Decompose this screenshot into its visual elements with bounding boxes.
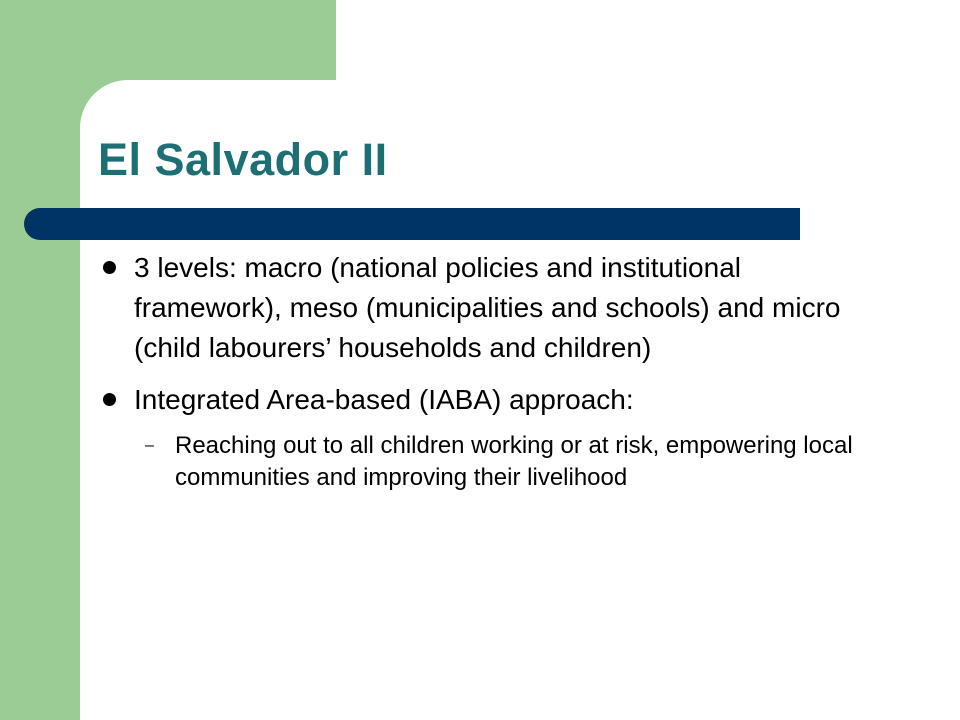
bullet-item	[100, 380, 880, 420]
bullet-text: Integrated Area-based (IABA) approach:	[134, 384, 634, 415]
dash-marker-icon: –	[145, 437, 154, 454]
bullet-item	[100, 248, 880, 368]
bullet-dot-icon	[103, 393, 116, 406]
sub-bullet-item	[145, 430, 880, 494]
slide-title: El Salvador II	[98, 134, 388, 185]
title-underline-bar	[24, 208, 800, 240]
bullet-dot-icon	[103, 261, 116, 274]
bullet-text: 3 levels: macro (national policies and institutional framework), meso (municipalities and schools) and micro (child labourers’ households and children)	[134, 252, 841, 363]
slide-body	[100, 248, 880, 494]
sub-bullet-text: Reaching out to all children working or at risk, empowering local communities and improving their livelihood	[175, 432, 853, 491]
